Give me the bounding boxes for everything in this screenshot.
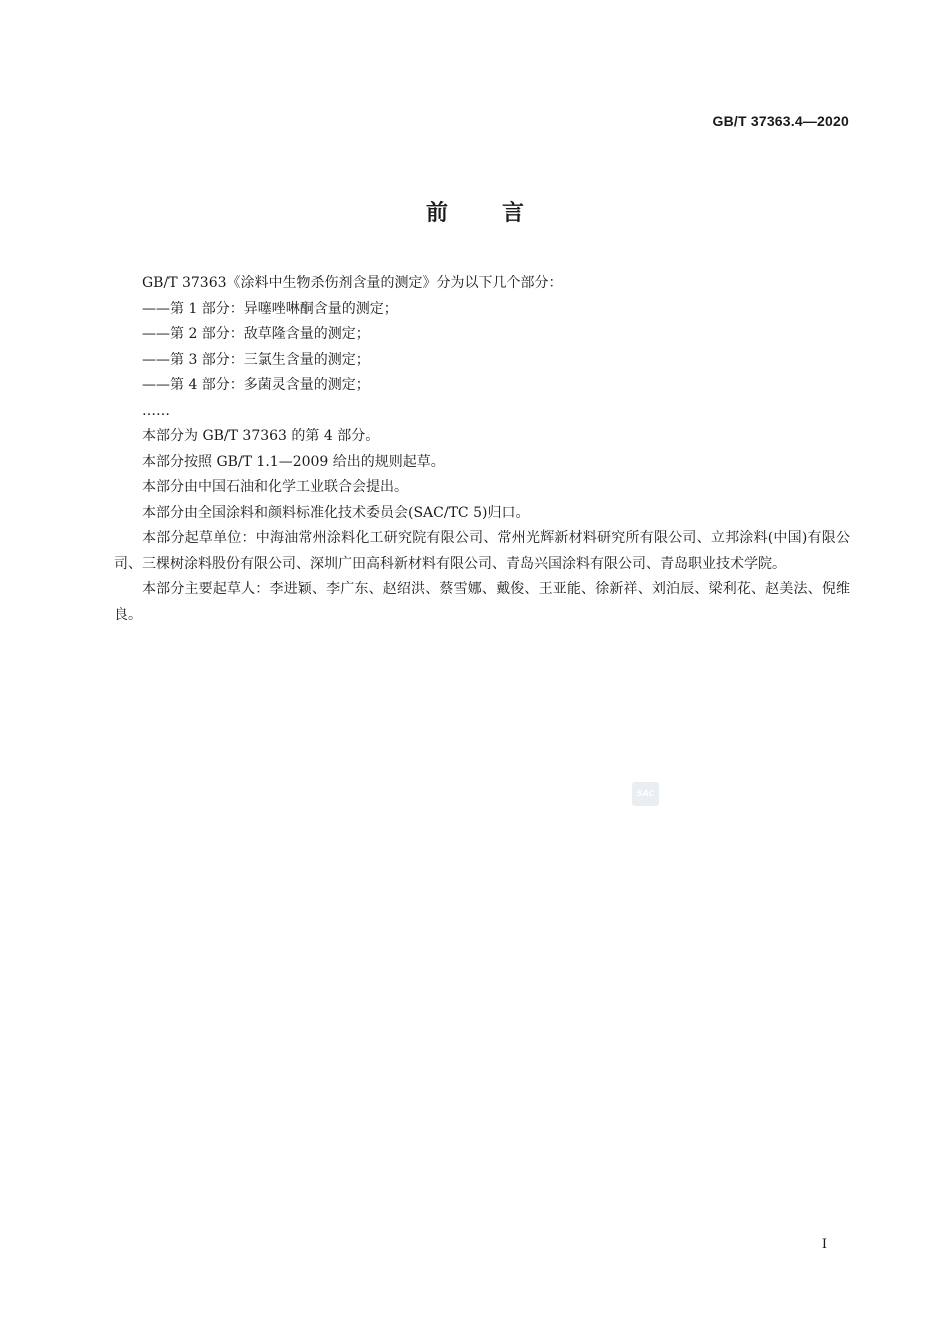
list-item-part-1: ——第 1 部分：异噻唑啉酮含量的测定；: [142, 300, 398, 317]
list-item-part-3: ——第 3 部分：三氯生含量的测定；: [142, 351, 370, 368]
list-item-part-4: ——第 4 部分：多菌灵含量的测定；: [142, 377, 370, 393]
paragraph-drafters: 本部分主要起草人：李进颖、李广东、赵绍洪、蔡雪娜、戴俊、王亚能、徐新祥、刘泊辰、梁利花、赵美法、倪维良。: [114, 581, 850, 623]
paragraph-proposer: 本部分由中国石油和化学工业联合会提出。: [142, 479, 408, 495]
paragraph-committee: 本部分由全国涂料和颜料标准化技术委员会(SAC/TC 5)归口。: [142, 504, 530, 521]
paragraph-intro: GB/T 37363《涂料中生物杀伤剂含量的测定》分为以下几个部分：: [142, 275, 563, 291]
paragraph-drafting-units: 本部分起草单位：中海油常州涂料化工研究院有限公司、常州光辉新材料研究所有限公司、立邦涂料(中国)有限公司、三棵树涂料股份有限公司、深圳广田高科新材料有限公司、青岛兴国涂料有限公司、青岛职业技术学院。: [114, 530, 850, 572]
sac-watermark-logo: SAC: [632, 782, 659, 806]
page-title: 前言: [425, 201, 578, 226]
page-number: I: [821, 1237, 827, 1252]
paragraph-part-statement: 本部分为 GB/T 37363 的第 4 部分。: [142, 428, 380, 444]
list-ellipsis: ……: [142, 402, 170, 419]
standard-code: GB/T 37363.4—2020: [712, 113, 849, 129]
foreword-body: [114, 271, 850, 628]
paragraph-drafting-rules: 本部分按照 GB/T 1.1—2009 给出的规则起草。: [142, 453, 445, 470]
list-item-part-2: ——第 2 部分：敌草隆含量的测定；: [142, 326, 370, 342]
